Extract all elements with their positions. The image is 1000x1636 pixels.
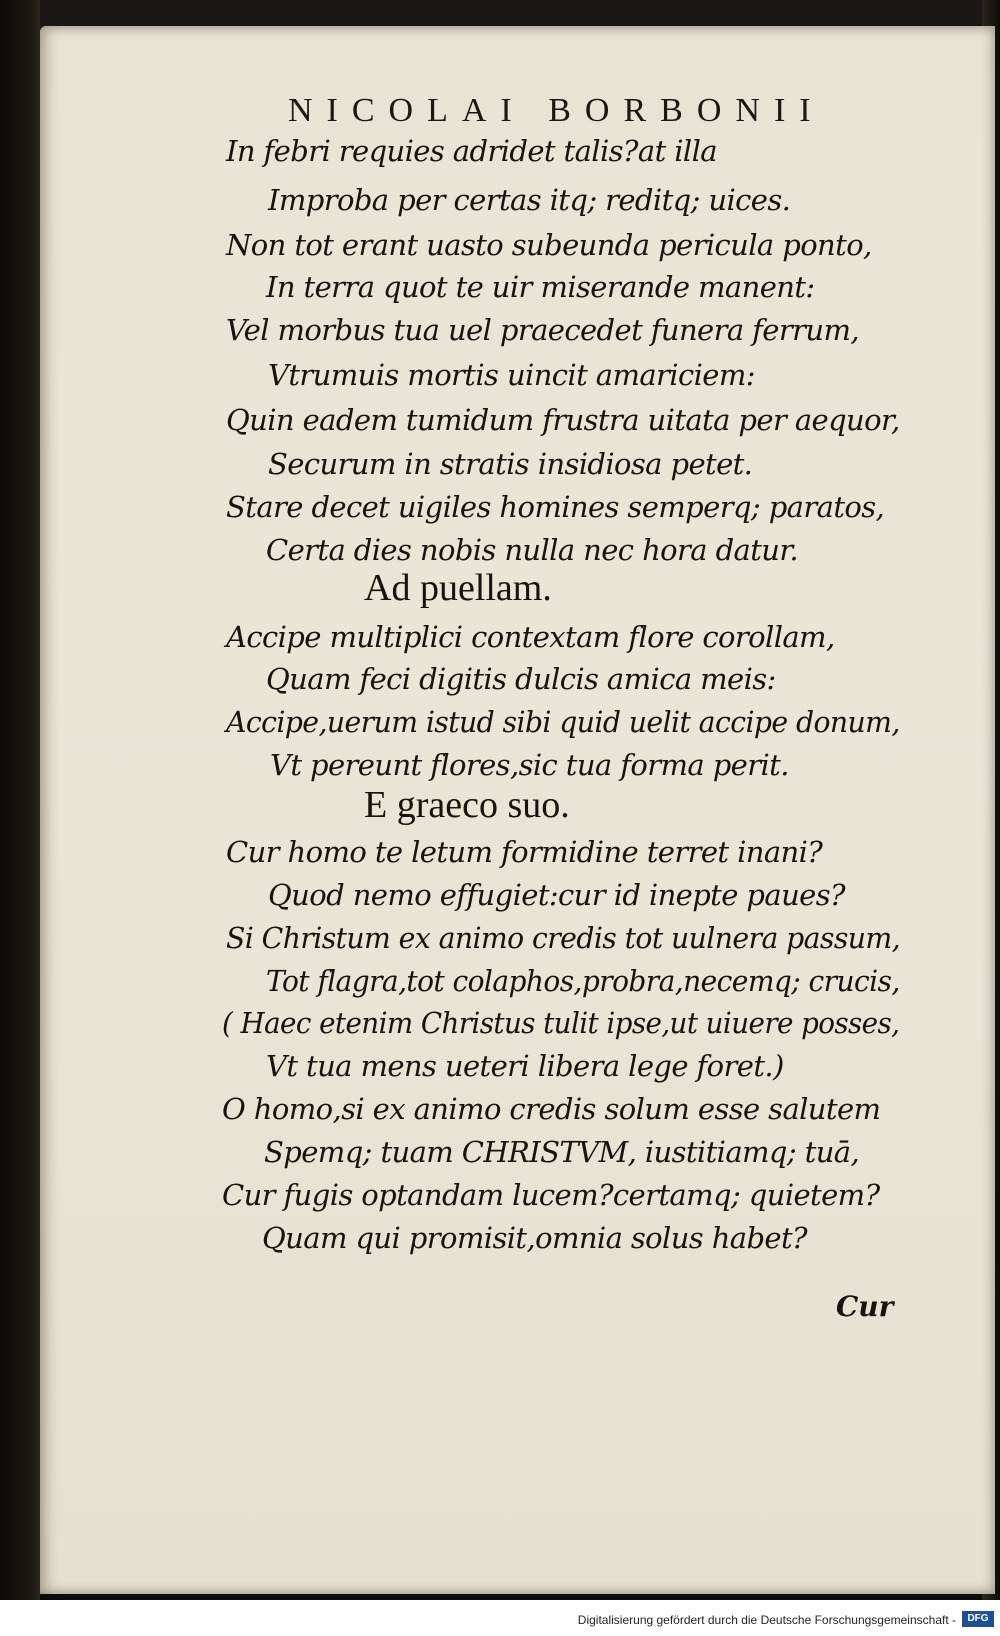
verse-line: O homo,si ex animo credis solum esse salutem (222, 1092, 881, 1126)
verse-line: Quin eadem tumidum frustra uitata per aequor, (226, 403, 900, 437)
verse-line: Vt pereunt flores,sic tua forma perit. (270, 748, 789, 782)
verse-line: Quam feci digitis dulcis amica meis: (266, 662, 776, 696)
verse-line: In febri requies adridet talis?at illa (226, 134, 717, 168)
verse-line: Quam qui promisit,omnia solus habet? (262, 1221, 807, 1255)
poem-heading: E graeco suo. (364, 784, 570, 826)
verse-line: Improba per certas itq; reditq; uices. (268, 183, 791, 217)
verse-line: Tot flagra,tot colaphos,probra,necemq; crucis, (266, 964, 900, 998)
verse-line: Accipe,uerum istud sibi quid uelit accipe donum, (226, 705, 900, 739)
verse-line: Vt tua mens ueteri libera lege foret.) (266, 1049, 784, 1083)
digitization-footer (0, 1600, 1000, 1636)
verse-line: Quod nemo effugiet:cur id inepte paues? (268, 878, 845, 912)
verse-line: Cur homo te letum formidine terret inani? (226, 835, 823, 869)
verse-line: Vel morbus tua uel praecedet funera ferrum, (226, 313, 859, 347)
verse-line: Spemq; tuam CHRISTVM, iustitiamq; tuā, (264, 1135, 860, 1169)
verse-line: Vtrumuis mortis uincit amariciem: (268, 358, 755, 392)
verse-line: Non tot erant uasto subeunda pericula ponto, (226, 228, 872, 262)
verse-line: Stare decet uigiles homines semperq; paratos, (226, 490, 885, 524)
verse-line: ( Haec etenim Christus tulit ipse,ut uiuere posses, (222, 1006, 900, 1040)
catchword: Cur (836, 1290, 894, 1323)
verse-line: Certa dies nobis nulla nec hora datur. (266, 533, 799, 567)
verse-line: Accipe multiplici contextam flore corollam, (226, 620, 835, 654)
verse-line: Securum in stratis insidiosa petet. (268, 447, 753, 481)
verse-line: Si Christum ex animo credis tot uulnera passum, (226, 921, 901, 955)
dfg-logo-icon: DFG (962, 1611, 994, 1627)
poem-heading: Ad puellam. (364, 567, 552, 609)
verse-line: In terra quot te uir miserande manent: (266, 270, 815, 304)
funding-credit: Digitalisierung gefördert durch die Deutsche Forschungsgemeinschaft - (577, 1613, 956, 1627)
running-header: NICOLAI BORBONII (288, 92, 825, 129)
verse-line: Cur fugis optandam lucem?certamq; quietem? (222, 1178, 880, 1212)
